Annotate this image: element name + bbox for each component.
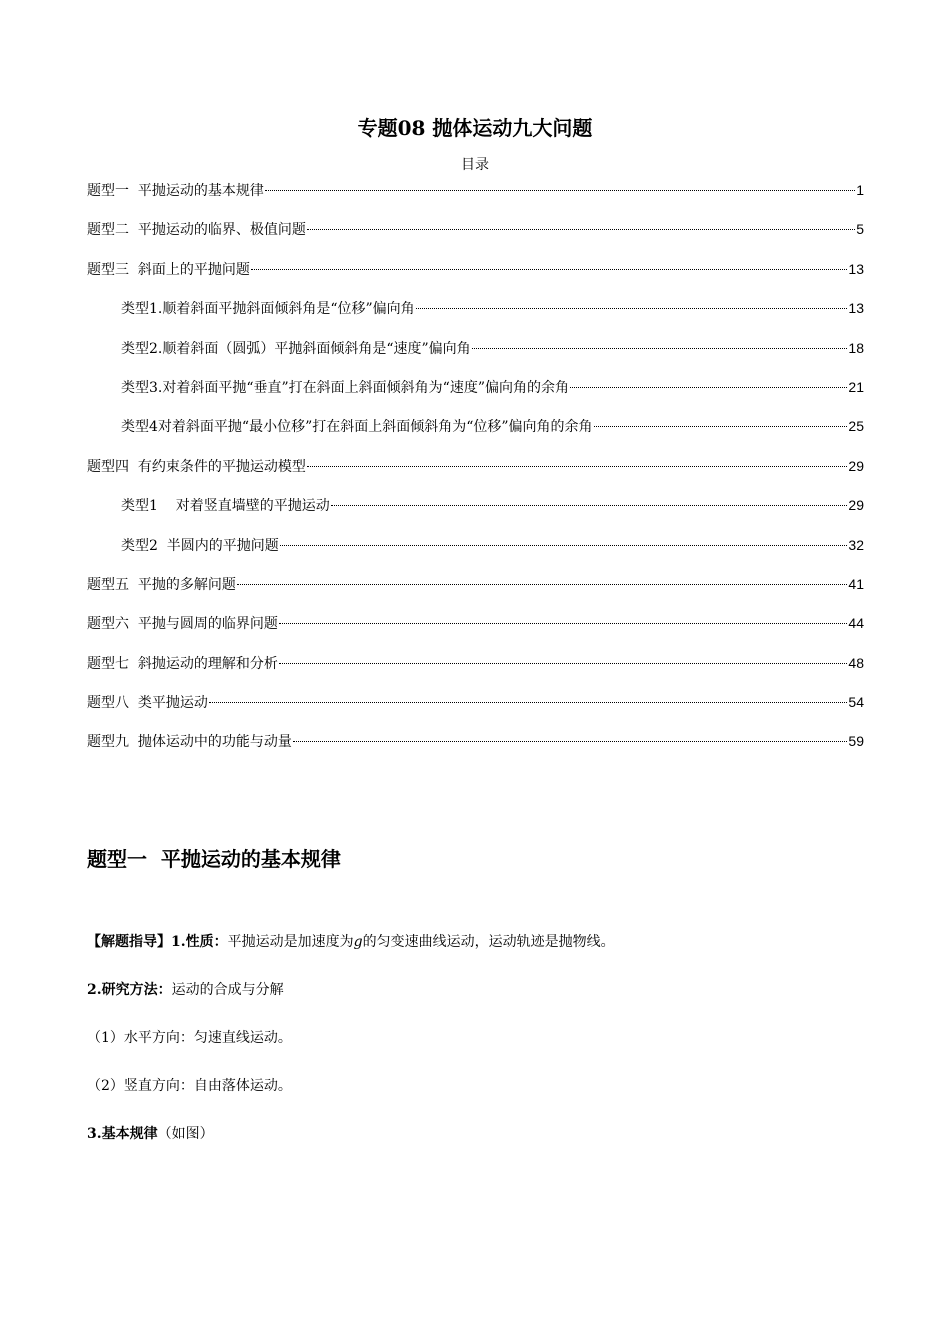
toc-entry-page: 41 — [848, 575, 864, 592]
toc-entry-label: 类型1.顺着斜面平抛斜面倾斜角是“位移”偏向角 — [121, 301, 415, 318]
toc-entry-label: 类型2 半圆内的平抛问题 — [121, 537, 279, 554]
toc-heading: 目录 — [461, 157, 489, 173]
toc-entry-page: 48 — [848, 654, 864, 671]
toc-leader — [209, 702, 848, 703]
basic-rule-text: （如图） — [157, 1126, 214, 1142]
toc-entry-page: 59 — [848, 733, 864, 750]
toc-entry-page: 29 — [848, 457, 864, 474]
toc-subentry[interactable] — [87, 533, 864, 572]
horizontal-direction-item: （1）水平方向：匀速直线运动。 — [87, 1030, 292, 1046]
toc-entry[interactable] — [87, 257, 864, 296]
guide-tag: 【解题指导】 — [87, 934, 171, 950]
nature-text-before: 平抛运动是加速度为 — [227, 934, 354, 950]
toc-entry-page: 21 — [848, 378, 864, 395]
toc-entry-page: 1 — [856, 182, 864, 198]
toc-entry[interactable] — [87, 454, 864, 493]
toc-entry[interactable] — [87, 651, 864, 690]
method-paragraph — [87, 980, 284, 1000]
toc-subentry[interactable] — [87, 414, 864, 453]
toc-entry-label: 题型七 斜抛运动的理解和分析 — [87, 655, 278, 672]
toc-entry-page: 5 — [856, 221, 864, 238]
nature-label: 1.性质： — [171, 934, 228, 950]
basic-rule-paragraph — [87, 1124, 214, 1144]
toc-entry[interactable] — [87, 611, 864, 650]
toc-entry[interactable] — [87, 572, 864, 611]
toc-entry-label: 题型九 抛体运动中的功能与动量 — [87, 734, 292, 751]
section-heading: 题型一 平抛运动的基本规律 — [87, 847, 341, 871]
method-text: 运动的合成与分解 — [171, 982, 284, 998]
toc-entry-page: 44 — [848, 615, 864, 632]
toc-entry-page: 25 — [848, 418, 864, 435]
toc-leader — [307, 229, 855, 230]
gravity-variable: g — [353, 934, 363, 950]
toc-entry-label: 题型八 类平抛运动 — [87, 695, 208, 712]
toc-entry-label: 题型一 平抛运动的基本规律 — [87, 183, 264, 199]
toc-entry[interactable] — [87, 729, 864, 768]
toc-entry-label: 类型4对着斜面平抛“最小位移”打在斜面上斜面倾斜角为“位移”偏向角的余角 — [121, 419, 593, 436]
toc-leader — [594, 426, 848, 427]
toc-entry-label: 题型五 平抛的多解问题 — [87, 576, 236, 593]
toc-leader — [251, 269, 848, 270]
toc-subentry[interactable] — [87, 375, 864, 414]
toc-leader — [265, 190, 855, 191]
vertical-direction-item: （2）竖直方向：自由落体运动。 — [87, 1078, 292, 1094]
toc-leader — [279, 623, 848, 624]
basic-rule-label: 3.基本规律 — [87, 1126, 158, 1142]
toc-entry-label: 类型1 对着竖直墙壁的平抛运动 — [121, 498, 330, 515]
toc-entry-label: 类型3.对着斜面平抛“垂直”打在斜面上斜面倾斜角为“速度”偏向角的余角 — [121, 379, 569, 396]
page-title: 专题08 抛体运动九大问题 — [357, 116, 593, 140]
toc-entry-label: 题型二 平抛运动的临界、极值问题 — [87, 222, 306, 239]
toc-entry-label: 类型2.顺着斜面（圆弧）平抛斜面倾斜角是“速度”偏向角 — [121, 340, 471, 357]
toc-entry[interactable] — [87, 178, 864, 217]
toc-leader — [307, 466, 848, 467]
toc-entry-label: 题型六 平抛与圆周的临界问题 — [87, 616, 278, 633]
toc-leader — [293, 741, 848, 742]
toc-entry-page: 18 — [848, 339, 864, 356]
method-label: 2.研究方法： — [87, 982, 172, 998]
toc-subentry[interactable] — [87, 493, 864, 532]
toc-entry-page: 32 — [848, 536, 864, 553]
nature-text-after: 的匀变速曲线运动，运动轨迹是抛物线。 — [362, 934, 615, 950]
toc-entry-page: 13 — [848, 300, 864, 317]
toc-entry-page: 54 — [848, 694, 864, 711]
toc-entry-page: 29 — [848, 497, 864, 514]
toc-entry-label: 题型三 斜面上的平抛问题 — [87, 261, 250, 278]
toc-leader — [472, 348, 848, 349]
toc-entry-label: 题型四 有约束条件的平抛运动模型 — [87, 458, 306, 475]
toc-leader — [279, 663, 848, 664]
toc-leader — [416, 308, 848, 309]
toc-leader — [280, 545, 848, 546]
toc-leader — [237, 584, 848, 585]
toc-entry[interactable] — [87, 690, 864, 729]
toc-entry-page: 13 — [848, 260, 864, 277]
toc-entry[interactable] — [87, 217, 864, 256]
toc-leader — [570, 387, 847, 388]
guide-paragraph — [87, 932, 615, 952]
toc-leader — [331, 505, 848, 506]
table-of-contents — [87, 178, 864, 769]
toc-subentry[interactable] — [87, 336, 864, 375]
toc-subentry[interactable] — [87, 296, 864, 335]
